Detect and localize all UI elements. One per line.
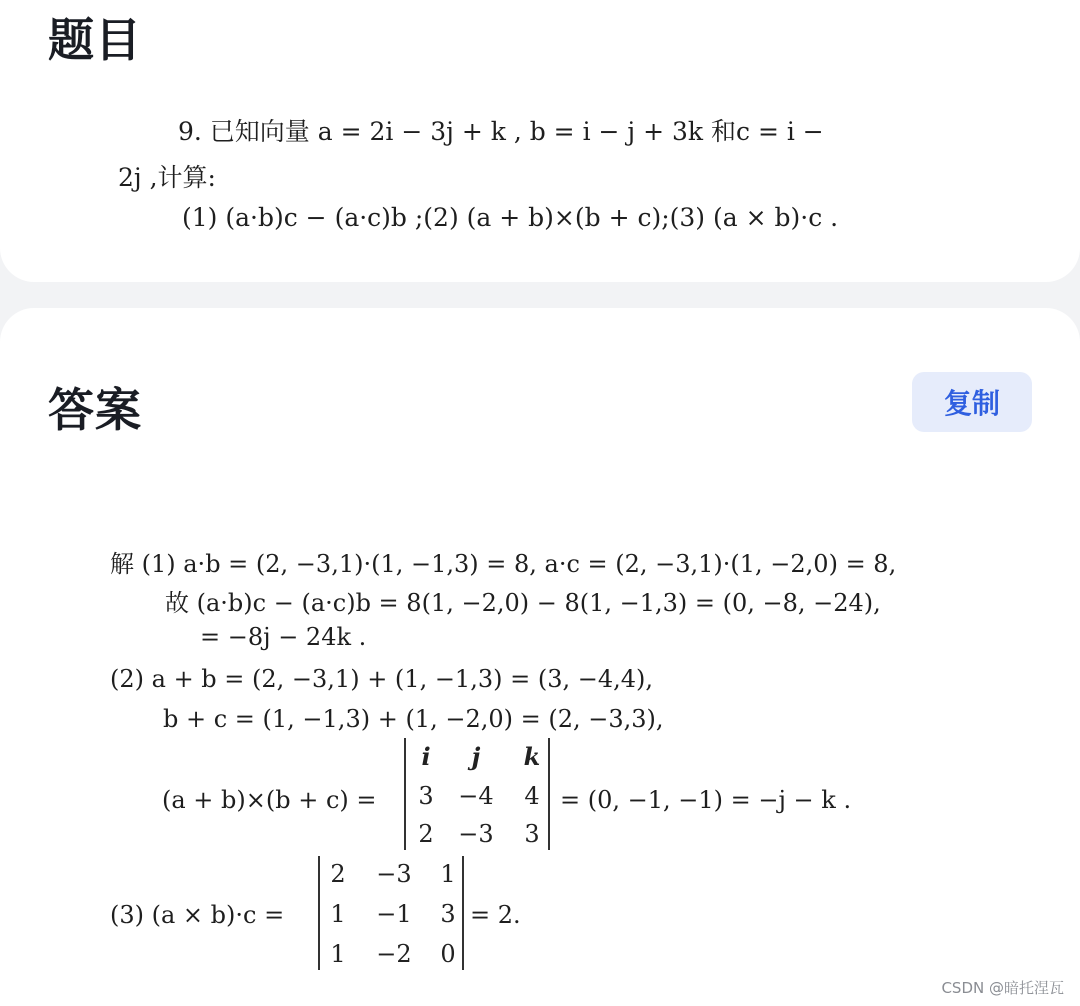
question-line-3: (1) (a·b)c − (a·c)b ;(2) (a + b)×(b + c);(3) (a × b)·c . bbox=[182, 203, 839, 232]
det-cell: −4 bbox=[458, 782, 494, 810]
answer-line-4: (2) a + b = (2, −3,1) + (1, −1,3) = (3, −4,4), bbox=[110, 665, 653, 693]
answer-line-1: 解 (1) a·b = (2, −3,1)·(1, −1,3) = 8, a·c = (2, −3,1)·(1, −2,0) = 8, bbox=[110, 550, 897, 578]
det-cell: −1 bbox=[376, 900, 412, 928]
det-cell: 2 bbox=[418, 820, 434, 848]
det-cell: −3 bbox=[458, 820, 494, 848]
answer-line-5: b + c = (1, −1,3) + (1, −2,0) = (2, −3,3), bbox=[163, 705, 664, 733]
det-cell: 3 bbox=[418, 782, 434, 810]
det-cell: −3 bbox=[376, 860, 412, 888]
det-cell: 2 bbox=[330, 860, 346, 888]
det-cell: 1 bbox=[330, 900, 346, 928]
question-line-2: 2j ,计算: bbox=[118, 163, 216, 192]
det-cell: 3 bbox=[440, 900, 456, 928]
cross-product-lhs: (a + b)×(b + c) = bbox=[162, 786, 377, 814]
answer-line-3: = −8j − 24k . bbox=[200, 623, 367, 651]
answer-line-2: 故 (a·b)c − (a·c)b = 8(1, −2,0) − 8(1, −1,3) = (0, −8, −24), bbox=[165, 589, 881, 617]
det-cell: j bbox=[471, 742, 481, 771]
cross-product-determinant bbox=[404, 738, 550, 850]
det-cell: 1 bbox=[440, 860, 456, 888]
question-line-1: 9. 已知向量 a = 2i − 3j + k , b = i − j + 3k 和c = i − bbox=[178, 117, 824, 146]
cross-product-rhs: = (0, −1, −1) = −j − k . bbox=[560, 786, 852, 814]
triple-product-determinant bbox=[318, 856, 464, 970]
question-card bbox=[0, 0, 1080, 282]
triple-product-rhs: = 2. bbox=[470, 901, 521, 929]
det-cell: 1 bbox=[330, 940, 346, 968]
det-cell: −2 bbox=[376, 940, 412, 968]
det-cell: 4 bbox=[524, 782, 540, 810]
det-cell: 0 bbox=[440, 940, 456, 968]
det-cell: i bbox=[421, 742, 431, 771]
triple-product-lhs: (3) (a × b)·c = bbox=[110, 901, 285, 929]
answer-card bbox=[0, 308, 1080, 1006]
det-cell: 3 bbox=[524, 820, 540, 848]
copy-button[interactable]: 复制 bbox=[912, 372, 1032, 432]
watermark: CSDN @暗托涅瓦 bbox=[941, 979, 1064, 997]
question-title: 题目 bbox=[48, 13, 142, 67]
answer-title: 答案 bbox=[48, 383, 142, 437]
det-cell: k bbox=[523, 742, 541, 771]
